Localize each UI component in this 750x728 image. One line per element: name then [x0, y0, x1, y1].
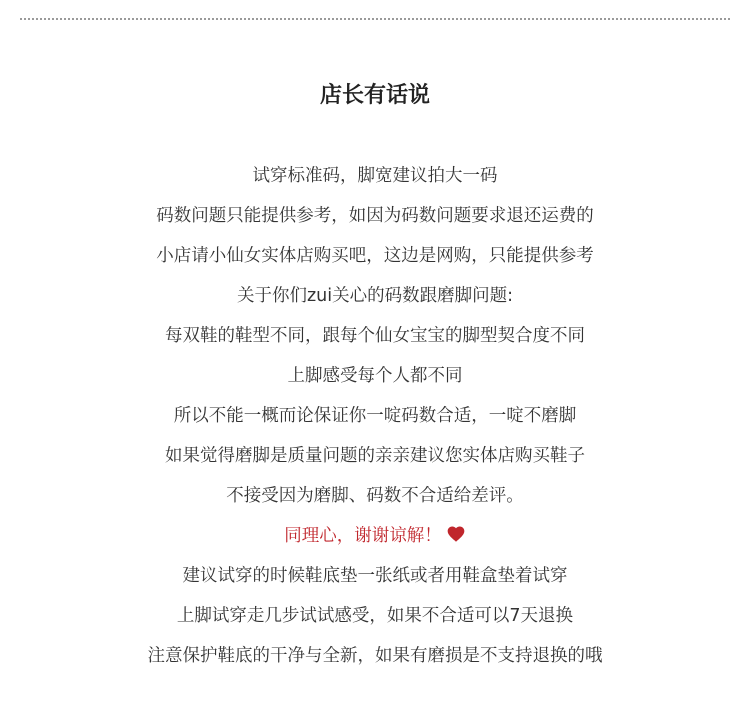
- notice-line: 上脚试穿走几步试试感受，如果不合适可以7天退换: [176, 606, 574, 626]
- empathy-line: [0, 516, 750, 556]
- notice-line: 建议试穿的时候鞋底垫一张纸或者用鞋盒垫着试穿: [182, 566, 568, 586]
- notice-line: 所以不能一概而论保证你一啶码数合适，一啶不磨脚: [173, 406, 577, 426]
- top-dotted-divider: [20, 18, 730, 20]
- notice-line: 每双鞋的鞋型不同，跟每个仙女宝宝的脚型契合度不同: [165, 326, 585, 346]
- notice-line: 如果觉得磨脚是质量问题的亲亲建议您实体店购买鞋子: [165, 446, 585, 466]
- notice-line: 关于你们zui关心的码数跟磨脚问题:: [236, 286, 514, 306]
- page-title: 店长有话说: [319, 83, 430, 108]
- notice-line: 上脚感受每个人都不同: [287, 366, 463, 386]
- empathy-text: 同理心，谢谢谅解！: [284, 526, 442, 546]
- notice-text-block: [0, 156, 750, 676]
- notice-line: 码数问题只能提供参考，如因为码数问题要求退还运费的: [156, 206, 594, 226]
- heart-icon: [446, 524, 466, 544]
- notice-line: 注意保护鞋底的干净与全新，如果有磨损是不支持退换的哦: [147, 646, 603, 666]
- notice-line: 小店请小仙女实体店购买吧，这边是网购，只能提供参考: [156, 246, 594, 266]
- notice-line: 试穿标准码，脚宽建议拍大一码: [252, 166, 498, 186]
- notice-line: 不接受因为磨脚、码数不合适给差评。: [226, 486, 524, 506]
